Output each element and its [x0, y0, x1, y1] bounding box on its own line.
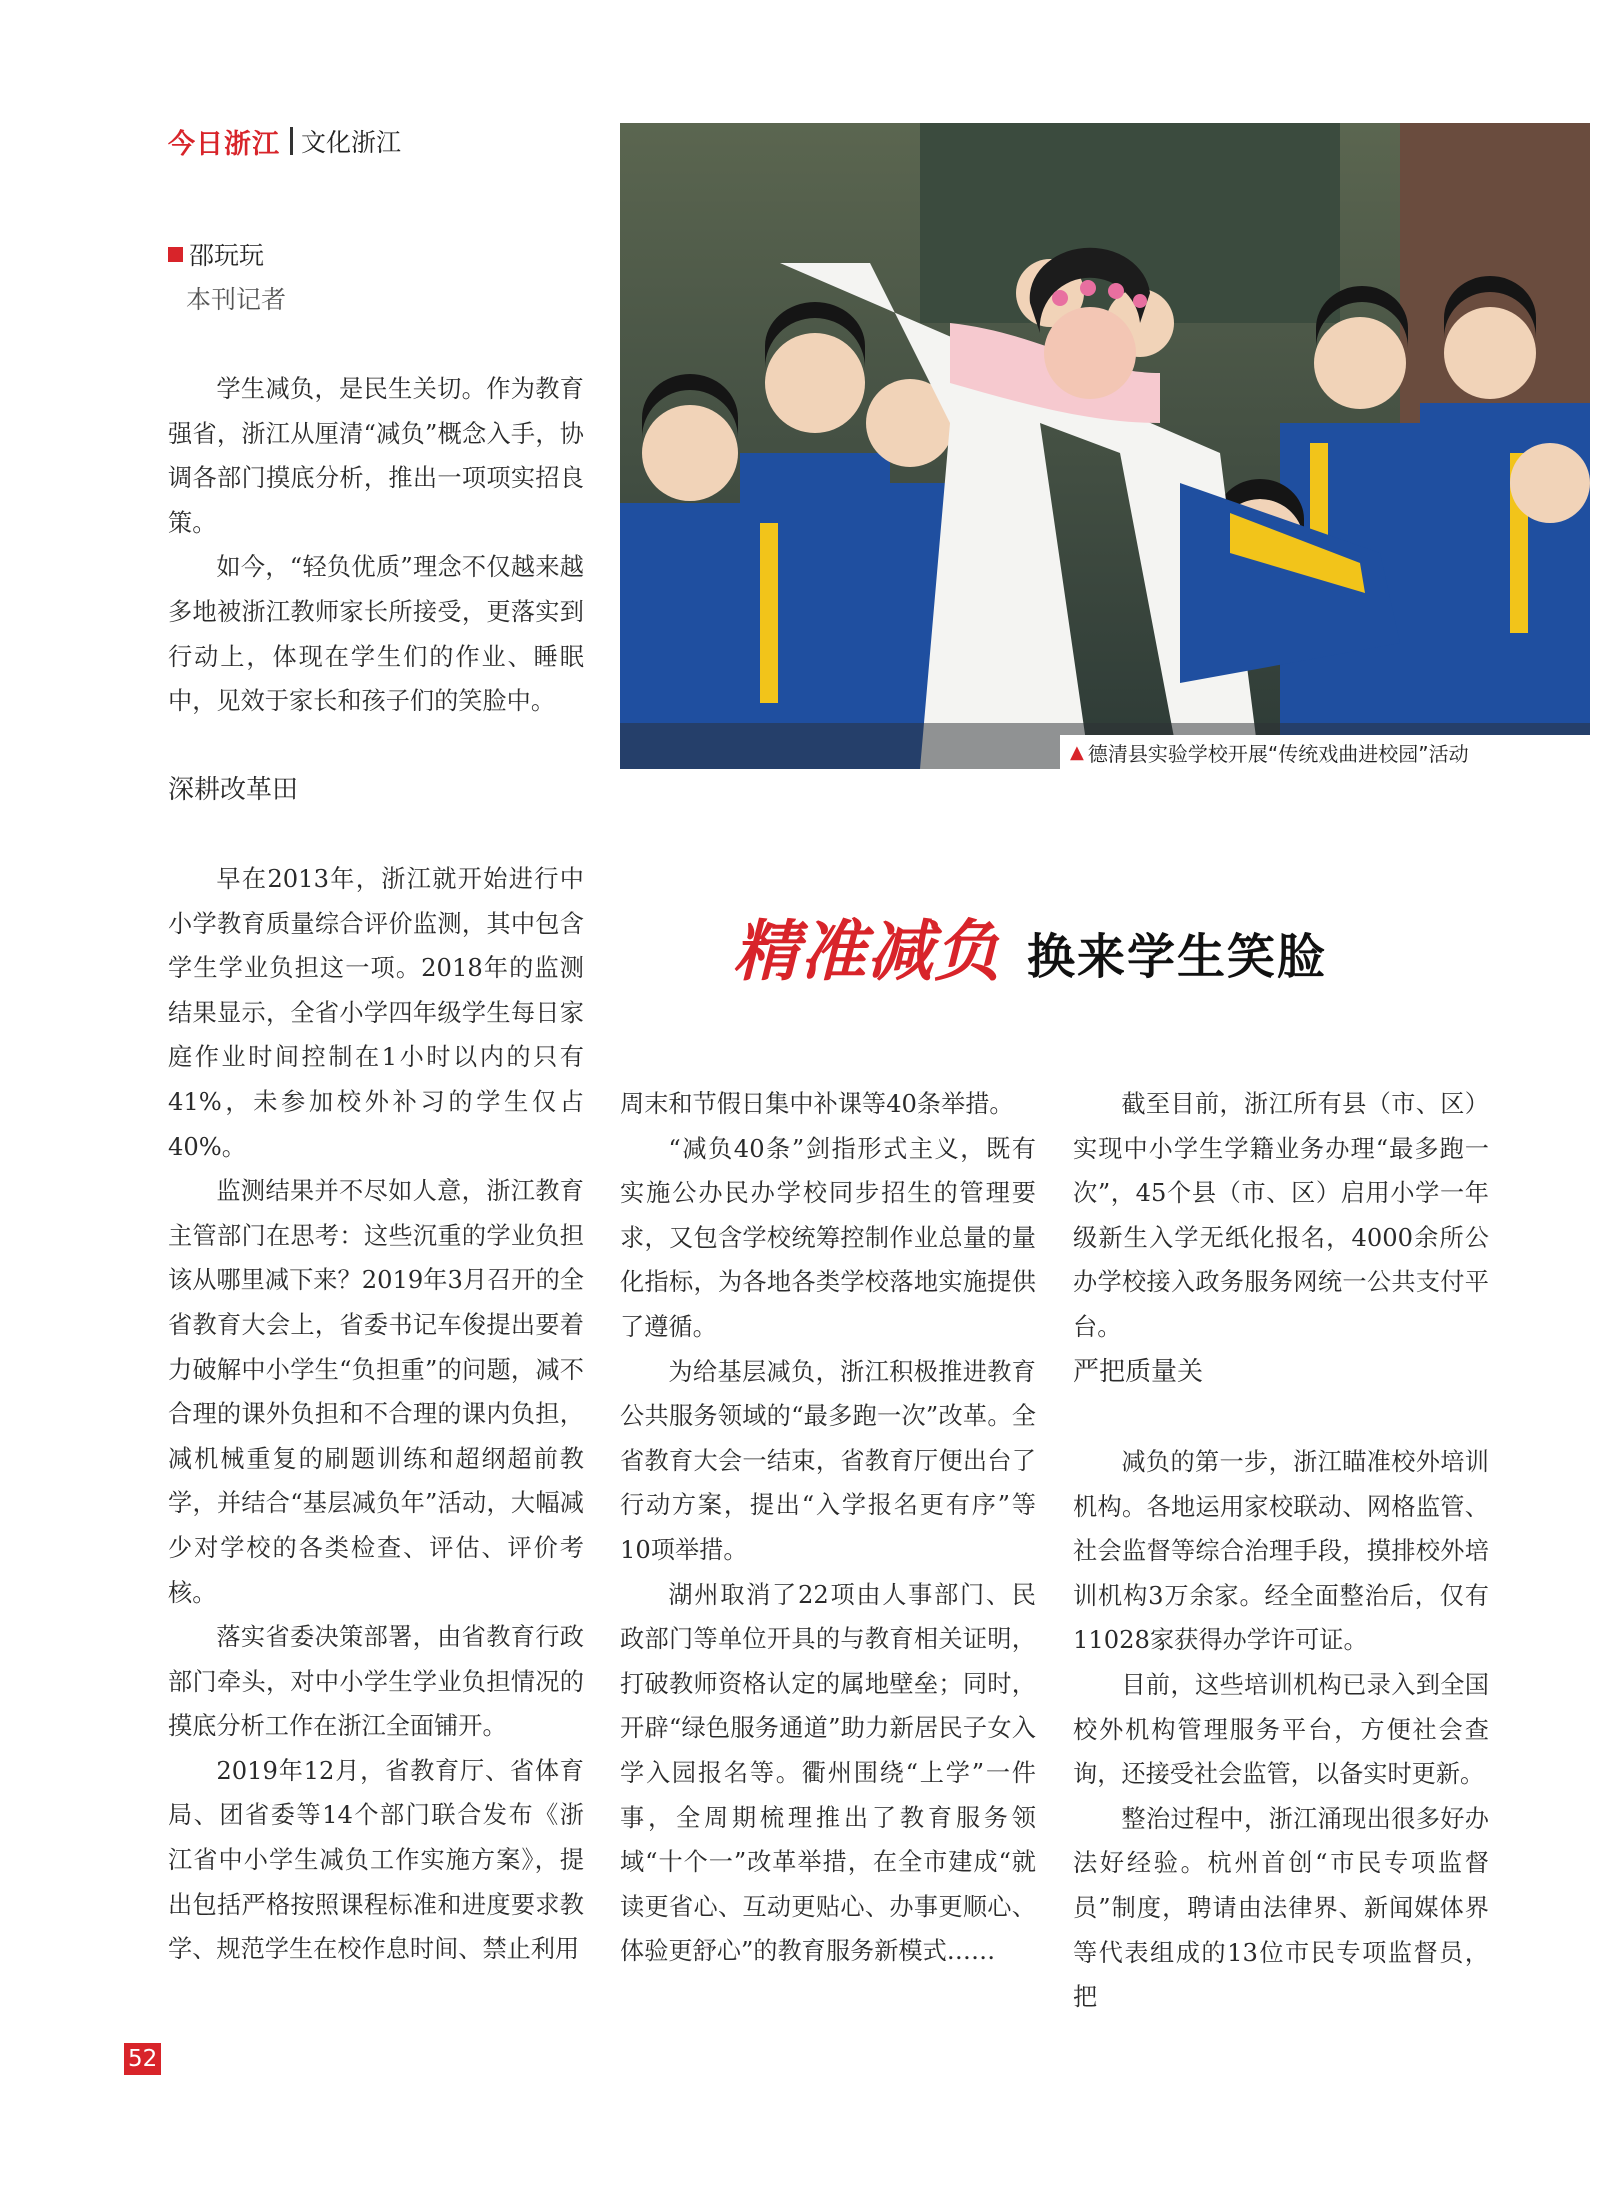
author-line [168, 236, 264, 272]
section-heading: 深耕改革田 [168, 775, 299, 805]
paragraph: 学生减负，是民生关切。作为教育强省，浙江从厘清“减负”概念入手，协调各部门摸底分析，推出一项项实招良策。 [168, 375, 584, 537]
paragraph: 2019年12月，省教育厅、省体育局、团省委等14个部门联合发布《浙江省中小学生减负工作实施方案》，提出包括严格按照课程标准和进度要求教学、规范学生在校作息时间、禁止利用 [168, 1756, 584, 1964]
column-3-intro [1073, 1082, 1489, 1350]
section-name: 文化浙江 [301, 128, 402, 157]
paragraph: 截至目前，浙江所有县（市、区）实现中小学生学籍业务办理“最多跑一次”，45个县（市、区）启用小学一年级新生入学无纸化报名，4000余所公办学校接入政务服务网统一公共支付平台。 [1073, 1090, 1489, 1341]
paragraph: 湖州取消了22项由人事部门、民政部门等单位开具的与教育相关证明，打破教师资格认定的属地壁垒；同时，开辟“绿色服务通道”助力新居民子女入学入园报名等。衢州围绕“上学”一件事，全周期梳理推出了教育服务领域“十个一”改革举措，在全市建成“就读更省心、互动更贴心、办事更顺心、体验更舒心”的教育服务新模式…… [620, 1580, 1036, 1966]
paragraph: 整治过程中，浙江涌现出很多好办法好经验。杭州首创“市民专项监督员”制度，聘请由法律界、新闻媒体界等代表组成的13位市民专项监督员，把 [1073, 1804, 1489, 2012]
paragraph: 为给基层减负，浙江积极推进教育公共服务领域的“最多跑一次”改革。全省教育大会一结束，省教育厅便出台了行动方案，提出“入学报名更有序”等10项举措。 [620, 1357, 1036, 1564]
article-photo [620, 123, 1590, 769]
caption-text: 德清县实验学校开展“传统戏曲进校园”活动 [1087, 741, 1469, 766]
magazine-logo: 今日浙江 [168, 128, 280, 160]
column-3-heading [1073, 1350, 1489, 1395]
paragraph: “减负40条”剑指形式主义，既有实施公办民办学校同步招生的管理要求，又包含学校统筹控制作业总量的量化指标，为各地各类学校落地实施提供了遵循。 [620, 1134, 1036, 1341]
paragraph: 目前，这些培训机构已录入到全国校外机构管理服务平台，方便社会查询，还接受社会监管，以备实时更新。 [1073, 1670, 1489, 1789]
author-role: 本刊记者 [186, 285, 287, 314]
paragraph: 落实省委决策部署，由省教育行政部门牵头，对中小学生学业负担情况的摸底分析工作在浙江全面铺开。 [168, 1623, 584, 1741]
article-title [733, 898, 1327, 993]
column-1-body [168, 857, 584, 1972]
column-1-intro [168, 367, 584, 724]
column-3-body [1073, 1440, 1489, 2020]
section-heading: 严把质量关 [1073, 1357, 1204, 1387]
author-name: 邵玩玩 [189, 241, 265, 270]
triangle-up-icon: ▲ [1070, 741, 1084, 763]
photo-caption [1060, 735, 1590, 769]
students-opera-photo [620, 123, 1590, 769]
column-2-body [620, 1082, 1036, 1974]
paragraph: 减负的第一步，浙江瞄准校外培训机构。各地运用家校联动、网格监管、社会监督等综合治理手段，摸排校外培训机构3万余家。经全面整治后，仅有11028家获得办学许可证。 [1073, 1448, 1489, 1655]
title-sub: 换来学生笑脸 [1027, 929, 1328, 985]
paragraph: 周末和节假日集中补课等40条举措。 [620, 1090, 1014, 1118]
paragraph: 早在2013年，浙江就开始进行中小学教育质量综合评价监测，其中包含学生学业负担这一项。2018年的监测结果显示，全省小学四年级学生每日家庭作业时间控制在1小时以内的只有41%，未参加校外补习的学生仅占40%。 [168, 865, 584, 1161]
paragraph: 监测结果并不尽如人意，浙江教育主管部门在思考：这些沉重的学业负担该从哪里减下来？2019年3月召开的全省教育大会上，省委书记车俊提出要着力破解中小学生“负担重”的问题，减不合理的课外负担和不合理的课内负担，减机械重复的刷题训练和超纲超前教学，并结合“基层减负年”活动，大幅减少对学校的各类检查、评估、评价考核。 [168, 1177, 584, 1607]
red-square-icon [168, 247, 183, 262]
paragraph: 如今，“轻负优质”理念不仅越来越多地被浙江教师家长所接受，更落实到行动上，体现在学生们的作业、睡眠中，见效于家长和孩子们的笑脸中。 [168, 553, 584, 716]
column-1-heading [168, 768, 584, 813]
page-number: 52 [124, 2043, 161, 2075]
header-divider [290, 127, 293, 155]
running-header [168, 124, 401, 158]
title-main: 精准减负 [733, 913, 1001, 990]
